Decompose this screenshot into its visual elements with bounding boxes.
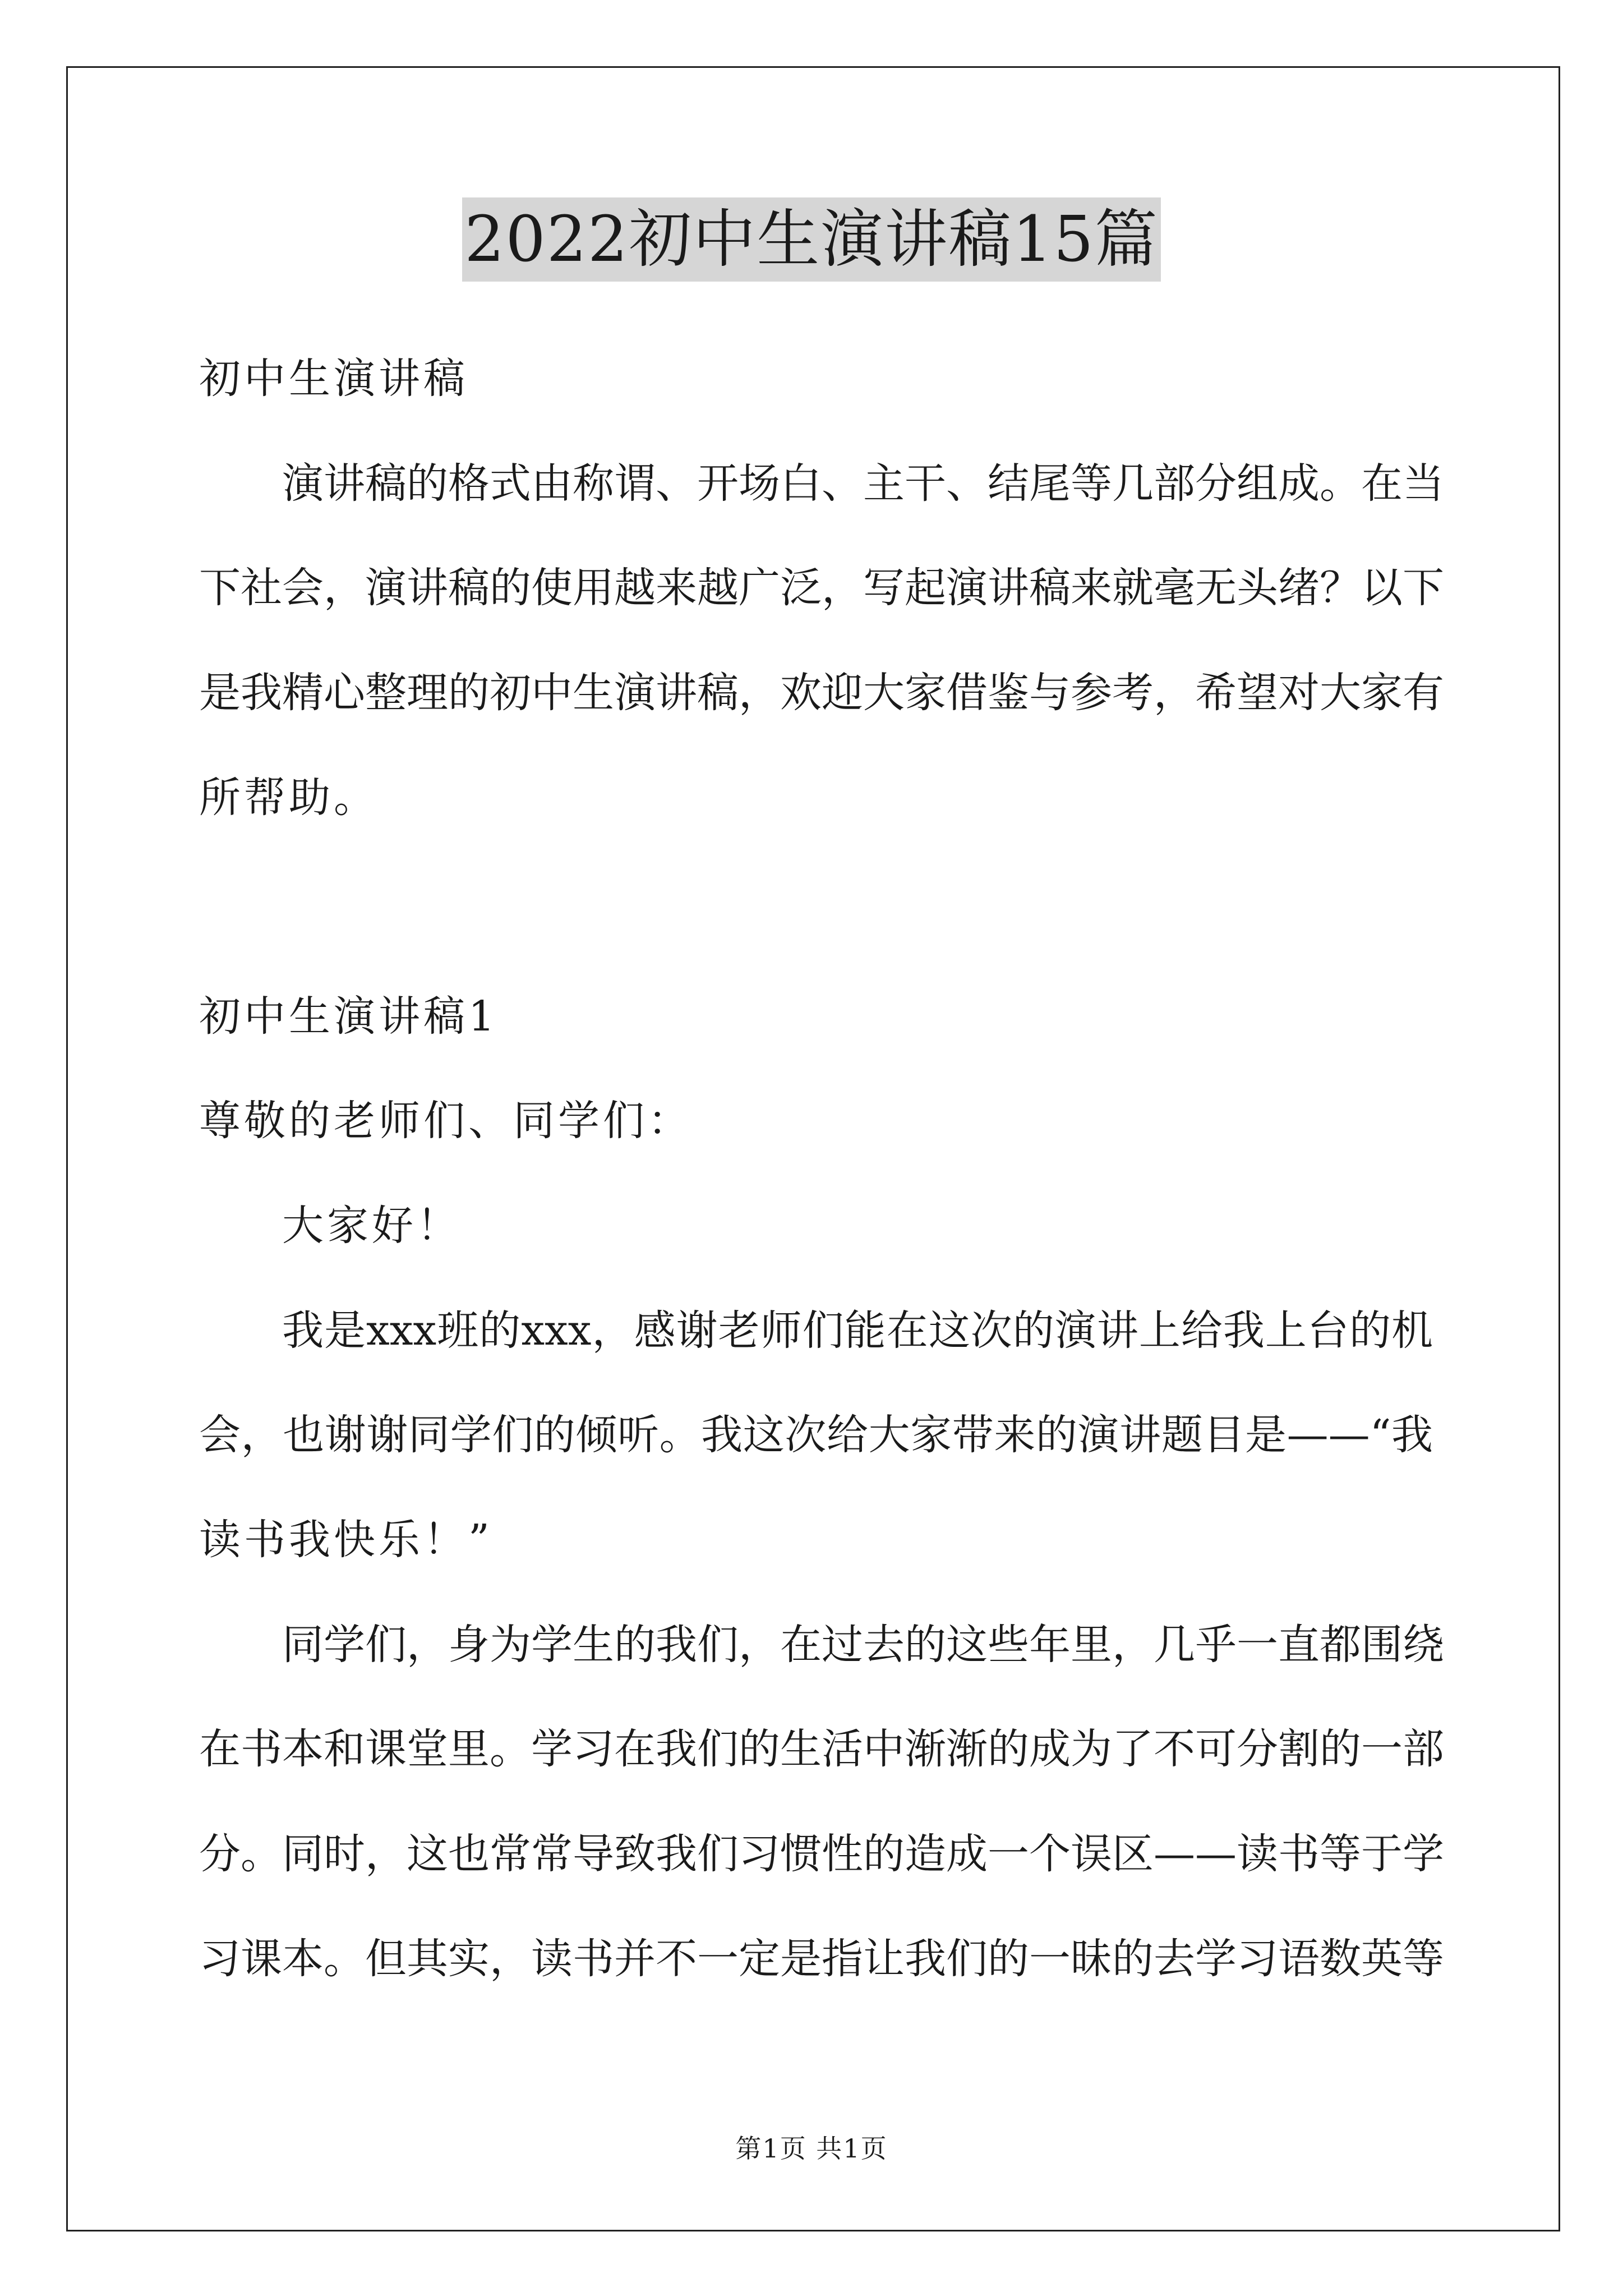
paragraph-line[interactable]: 读书我快乐！” (199, 1516, 493, 1564)
paragraph-line[interactable]: 演讲稿的格式由称谓、开场白、主干、结尾等几部分组成。在当 (282, 459, 1444, 508)
salutation[interactable]: 尊敬的老师们、同学们： (199, 1097, 693, 1145)
paragraph-line[interactable]: 会，也谢谢同学们的倾听。我这次给大家带来的演讲题目是——“我 (199, 1411, 1433, 1459)
paragraph-line[interactable]: 同学们，身为学生的我们，在过去的这些年里，几乎一直都围绕 (282, 1621, 1444, 1669)
paragraph-line[interactable]: 在书本和课堂里。学习在我们的生活中渐渐的成为了不可分割的一部 (199, 1725, 1444, 1773)
paragraph-line[interactable]: 分。同时，这也常常导致我们习惯性的造成一个误区——读书等于学 (199, 1830, 1444, 1878)
paragraph-line[interactable]: 习课本。但其实，读书并不一定是指让我们的一昧的去学习语数英等 (199, 1935, 1444, 1983)
paragraph-line[interactable]: 是我精心整理的初中生演讲稿，欢迎大家借鉴与参考，希望对大家有 (199, 669, 1444, 717)
section-heading[interactable]: 初中生演讲稿1 (199, 992, 499, 1041)
page-footer: 第1页 共1页 (735, 2133, 888, 2164)
paragraph-line[interactable]: 我是xxx班的xxx，感谢老师们能在这次的演讲上给我上台的机 (282, 1306, 1433, 1355)
greeting[interactable]: 大家好！ (282, 1202, 462, 1250)
paragraph-line[interactable]: 所帮助。 (199, 774, 379, 822)
section-heading[interactable]: 初中生演讲稿 (199, 355, 468, 403)
document-title[interactable]: 2022初中生演讲稿15篇 (462, 197, 1161, 282)
paragraph-line[interactable]: 下社会，演讲稿的使用越来越广泛，写起演讲稿来就毫无头绪？以下 (199, 564, 1444, 612)
title-container (0, 197, 1623, 282)
